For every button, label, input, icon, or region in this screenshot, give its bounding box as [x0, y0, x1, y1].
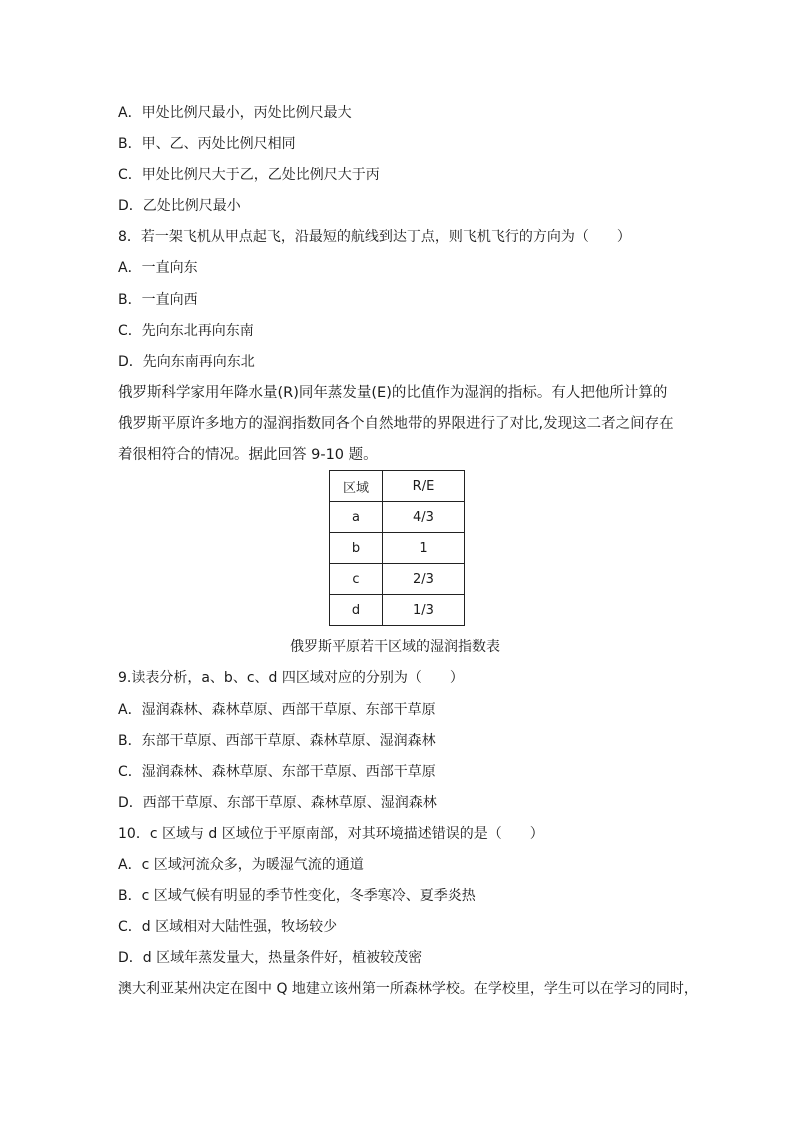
table-header: R/E — [383, 471, 465, 502]
q8-option-b: B．一直向西 — [118, 292, 198, 308]
humidity-table — [329, 470, 465, 626]
table-cell: 4/3 — [383, 502, 465, 533]
q8-option-d: D．先向东南再向东北 — [118, 354, 255, 370]
q8-stem: 8．若一架飞机从甲点起飞，沿最短的航线到达丁点，则飞机飞行的方向为（ ） — [118, 229, 631, 245]
q7-option-c: C．甲处比例尺大于乙，乙处比例尺大于丙 — [118, 167, 380, 183]
table-cell: 1 — [383, 533, 465, 564]
q9-option-c: C．湿润森林、森林草原、东部干草原、西部干草原 — [118, 764, 436, 780]
q10-option-a: A．c 区域河流众多，为暖湿气流的通道 — [118, 857, 364, 873]
table-row — [330, 502, 465, 533]
table-cell: 1/3 — [383, 595, 465, 626]
table-caption: 俄罗斯平原若干区域的湿润指数表 — [290, 639, 500, 655]
q10-option-c: C．d 区域相对大陆性强，牧场较少 — [118, 919, 338, 935]
table-cell: 2/3 — [383, 564, 465, 595]
q10-stem: 10．c 区域与 d 区域位于平原南部，对其环境描述错误的是（ ） — [118, 826, 544, 842]
table-cell: c — [330, 564, 383, 595]
q10-option-b: B．c 区域气候有明显的季节性变化，冬季寒冷、夏季炎热 — [118, 888, 476, 904]
table-header: 区域 — [330, 471, 383, 502]
q8-option-a: A．一直向东 — [118, 260, 198, 276]
passage: 俄罗斯科学家用年降水量(R)同年蒸发量(E)的比值作为湿润的指标。有人把他所计算的俄罗斯平原许多地方的湿润指数同各个自然地带的界限进行了对比,发现这二者之间存在着很相符合的情况。据此回答 9-10 题。 — [118, 385, 674, 463]
table-row — [330, 595, 465, 626]
table-cell: a — [330, 502, 383, 533]
table-row — [330, 533, 465, 564]
q7-option-d: D．乙处比例尺最小 — [118, 198, 241, 214]
q7-option-a: A．甲处比例尺最小，丙处比例尺最大 — [118, 105, 352, 121]
next-passage-line: 澳大利亚某州决定在图中 Q 地建立该州第一所森林学校。在学校里，学生可以在学习的同时， — [118, 981, 698, 997]
q9-option-d: D．西部干草原、东部干草原、森林草原、湿润森林 — [118, 795, 437, 811]
table-row — [330, 564, 465, 595]
q7-option-b: B．甲、乙、丙处比例尺相同 — [118, 136, 296, 152]
table-header-row — [330, 471, 465, 502]
q9-option-a: A．湿润森林、森林草原、西部干草原、东部干草原 — [118, 702, 436, 718]
q8-option-c: C．先向东北再向东南 — [118, 323, 254, 339]
table-cell: d — [330, 595, 383, 626]
q9-option-b: B．东部干草原、西部干草原、森林草原、湿润森林 — [118, 733, 436, 749]
q9-stem: 9.读表分析，a、b、c、d 四区域对应的分别为（ ） — [118, 670, 464, 686]
table-cell: b — [330, 533, 383, 564]
q10-option-d: D．d 区域年蒸发量大，热量条件好，植被较茂密 — [118, 950, 423, 966]
